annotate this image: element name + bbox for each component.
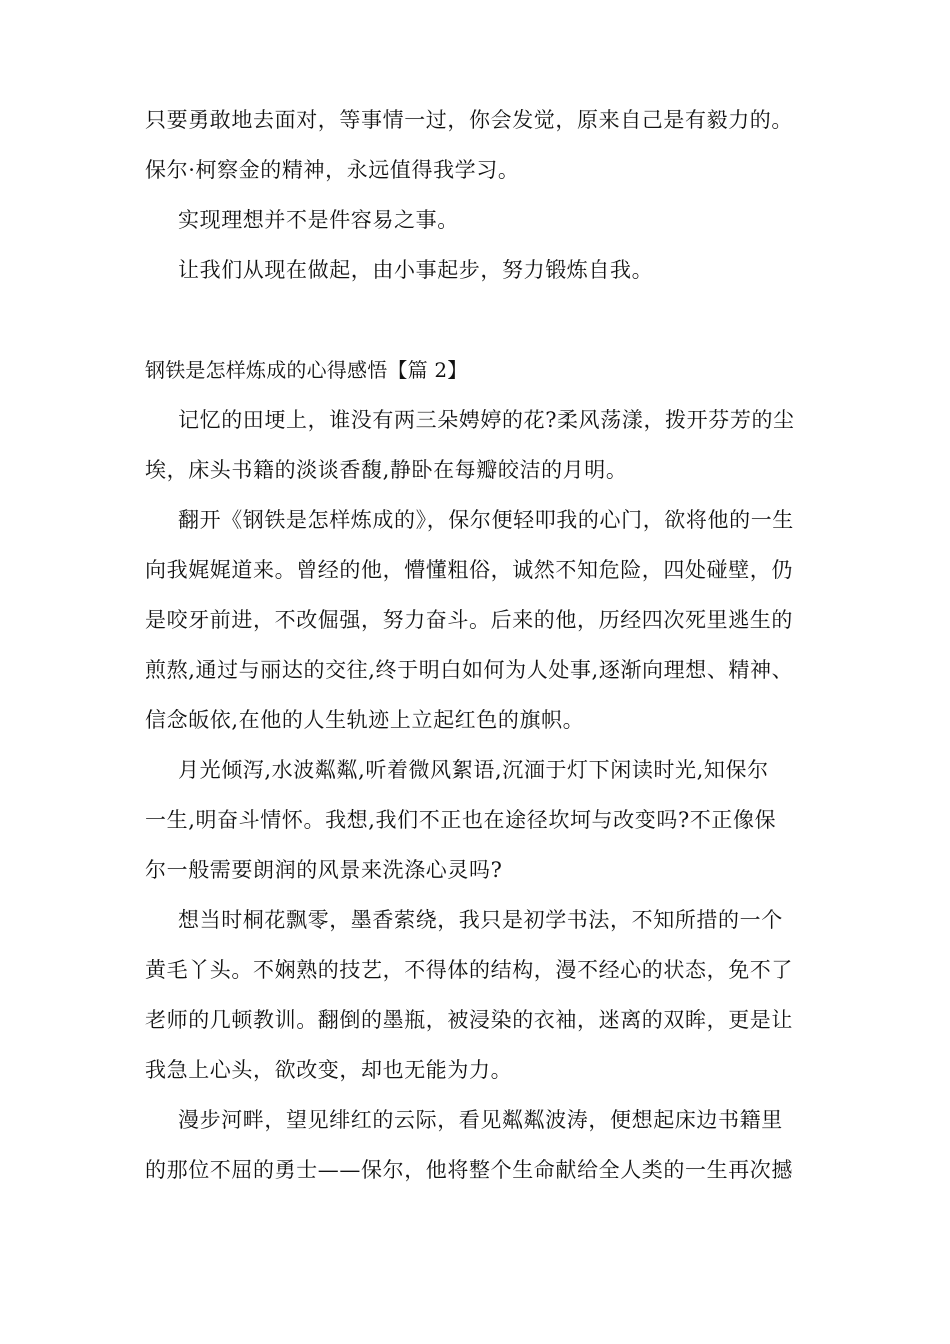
text-line: 想当时桐花飘零，墨香萦绕，我只是初学书法，不知所措的一个 <box>178 908 783 932</box>
text-line: 是咬牙前进，不改倔强，努力奋斗。后来的他，历经四次死里逃生的 <box>145 608 793 632</box>
text-line: 实现理想并不是件容易之事。 <box>178 208 459 232</box>
text-line: 尔一般需要朗润的风景来洗涤心灵吗? <box>145 858 503 882</box>
section-heading: 钢铁是怎样炼成的心得感悟【篇 2】 <box>145 358 468 382</box>
text-line: 埃，床头书籍的淡谈香馥,静卧在每瓣皎洁的月明。 <box>145 458 628 482</box>
text-line: 保尔·柯察金的精神，永远值得我学习。 <box>145 158 520 182</box>
text-line: 黄毛丫头。不娴熟的技艺，不得体的结构，漫不经心的状态，免不了 <box>145 958 793 982</box>
text-line: 翻开《钢铁是怎样炼成的》，保尔便轻叩我的心门，欲将他的一生 <box>178 508 794 532</box>
text-line: 漫步河畔，望见绯红的云际，看见粼粼波涛，便想起床边书籍里 <box>178 1108 783 1132</box>
text-line: 的那位不屈的勇士——保尔，他将整个生命献给全人类的一生再次撼 <box>145 1158 793 1182</box>
text-line: 煎熬,通过与丽达的交往,终于明白如何为人处事,逐渐向理想、精神、 <box>145 658 794 682</box>
text-line: 只要勇敢地去面对，等事情一过，你会发觉，原来自己是有毅力的。 <box>145 108 793 132</box>
text-line: 一生,明奋斗情怀。我想,我们不正也在途径坎坷与改变吗?不正像保 <box>145 808 777 832</box>
text-line: 记忆的田埂上，谁没有两三朵娉婷的花?柔风荡漾，拨开芬芳的尘 <box>178 408 795 432</box>
text-line: 老师的几顿教训。翻倒的墨瓶，被浸染的衣袖，迷离的双眸，更是让 <box>145 1008 793 1032</box>
text-line: 我急上心头，欲改变，却也无能为力。 <box>145 1058 513 1082</box>
text-line: 月光倾泻,水波粼粼,听着微风絮语,沉湎于灯下闲读时光,知保尔 <box>178 758 769 782</box>
text-line: 向我娓娓道来。曾经的他，懵懂粗俗，诚然不知危险，四处碰壁，仍 <box>145 558 793 582</box>
text-line: 信念皈依,在他的人生轨迹上立起红色的旗帜。 <box>145 708 585 732</box>
text-line: 让我们从现在做起，由小事起步，努力锻炼自我。 <box>178 258 654 282</box>
